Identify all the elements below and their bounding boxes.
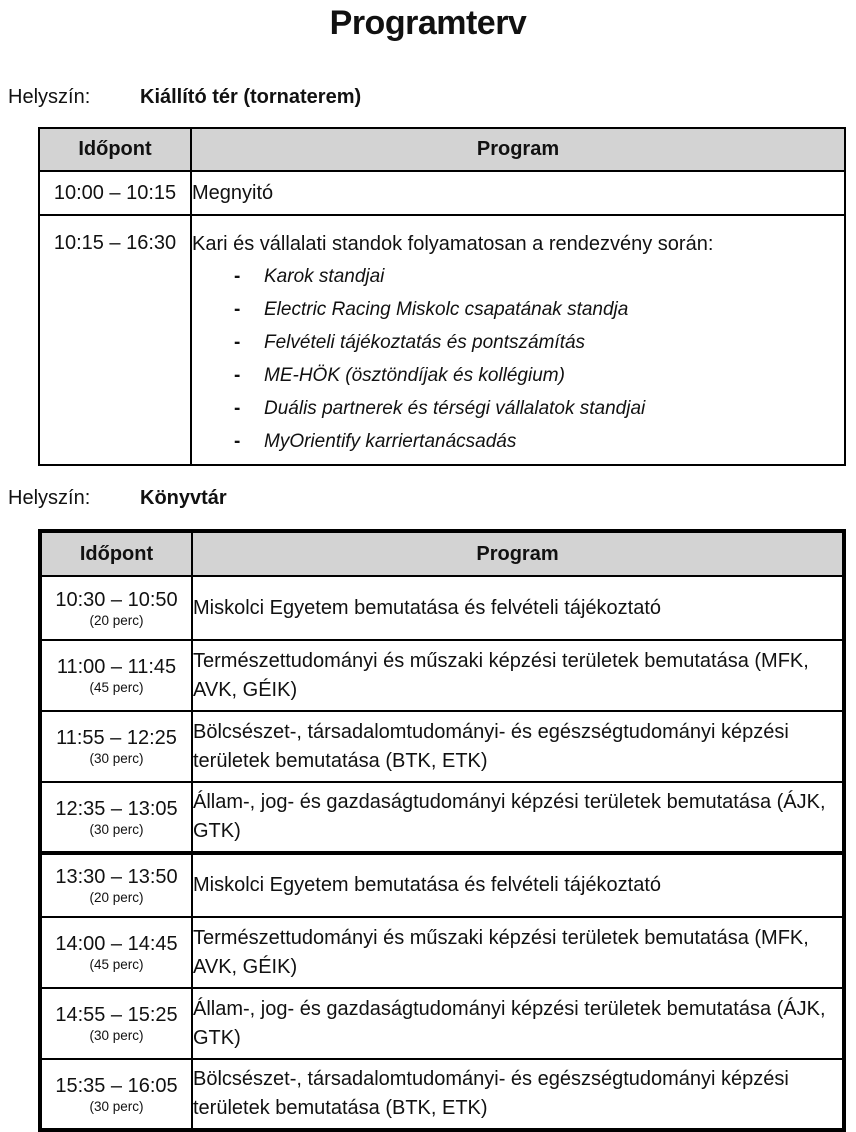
list-item [234,332,844,354]
list-item-text: ME-HÖK (ösztöndíjak és kollégium) [264,365,565,386]
program-cell: Állam-, jog- és gazdaságtudományi képzési területek bemutatása (ÁJK, GTK) [192,988,844,1059]
list-marker: - [234,431,241,452]
list-item-text: MyOrientify karriertanácsadás [264,431,517,452]
column-header-time: Időpont [40,531,192,576]
stand-list [192,266,844,453]
list-item [234,266,844,288]
time-range: 12:35 – 13:05 [55,797,178,820]
time-range: 14:00 – 14:45 [55,933,178,955]
list-item-text: Duális partnerek és térségi vállalatok standjai [264,398,646,419]
location-label: Helyszín: [8,487,91,509]
list-item-text: Felvételi tájékoztatás és pontszámítás [264,332,586,353]
table-row [39,215,845,465]
program-intro: Kari és vállalati standok folyamatosan a rendezvény során: [192,233,714,255]
column-header-program: Program [191,128,845,171]
list-marker: - [234,398,241,419]
location-label: Helyszín: [8,86,91,108]
time-duration: (30 perc) [89,821,144,837]
list-item [234,431,844,453]
time-duration: (30 perc) [89,1028,144,1043]
location-row-library [8,486,856,510]
time-cell [40,988,192,1059]
time-duration: (20 perc) [89,612,144,628]
location-value-exhibition: Kiállító tér (tornaterem) [140,86,362,108]
table-row [40,576,844,640]
program-cell: Megnyitó [191,171,845,215]
program-cell: Bölcsészet-, társadalomtudományi- és egészségtudományi képzési területek bemutatása (BTK, ETK) [192,1059,844,1130]
schedule-table-library [38,529,846,1132]
location-value-library: Könyvtár [140,487,227,509]
time-range: 11:00 – 11:45 [56,656,177,678]
location-row-exhibition [8,85,856,109]
table-row [39,171,845,215]
time-cell [40,640,192,711]
table-row [40,782,844,853]
time-range: 13:30 – 13:50 [55,866,178,888]
program-cell: Természettudományi és műszaki képzési területek bemutatása (MFK, AVK, GÉIK) [192,640,844,711]
page-title: Programterv [329,4,527,42]
time-duration: (45 perc) [89,680,144,695]
time-cell: 10:15 – 16:30 [39,215,191,465]
list-marker: - [234,332,241,353]
time-range: 10:30 – 10:50 [55,588,178,611]
table-row-afternoon-break [40,853,844,917]
list-marker: - [234,266,241,287]
time-cell [40,917,192,988]
column-header-program: Program [192,531,844,576]
list-item-text: Electric Racing Miskolc csapatának standja [264,299,629,320]
time-duration: (30 perc) [89,751,144,766]
time-cell [40,711,192,782]
time-range: 14:55 – 15:25 [55,1004,178,1026]
list-marker: - [234,299,241,320]
time-cell [40,1059,192,1130]
time-cell [40,782,192,853]
table-row [40,1059,844,1130]
time-range: 11:55 – 12:25 [56,727,177,749]
time-range: 15:35 – 16:05 [55,1074,178,1097]
time-cell [40,853,192,917]
table-header-row [40,531,844,576]
time-duration: (20 perc) [89,890,144,905]
list-item-text: Karok standjai [264,266,385,287]
program-cell [191,215,845,465]
list-item [234,365,844,387]
program-cell: Miskolci Egyetem bemutatása és felvételi tájékoztató [192,853,844,917]
program-cell: Bölcsészet-, társadalomtudományi- és egészségtudományi képzési területek bemutatása (BTK, ETK) [192,711,844,782]
schedule-table-exhibition [38,127,846,466]
list-item [234,299,844,321]
program-cell: Miskolci Egyetem bemutatása és felvételi tájékoztató [192,576,844,640]
table-row [40,917,844,988]
time-duration: (30 perc) [89,1098,144,1114]
list-item [234,398,844,420]
table-row [40,988,844,1059]
column-header-time: Időpont [39,128,191,171]
table-row [40,711,844,782]
table-header-row [39,128,845,171]
time-cell: 10:00 – 10:15 [39,171,191,215]
list-marker: - [234,365,241,386]
program-cell: Természettudományi és műszaki képzési területek bemutatása (MFK, AVK, GÉIK) [192,917,844,988]
table-row [40,640,844,711]
time-duration: (45 perc) [89,957,144,972]
program-cell: Állam-, jog- és gazdaságtudományi képzési területek bemutatása (ÁJK, GTK) [192,782,844,853]
time-cell [40,576,192,640]
